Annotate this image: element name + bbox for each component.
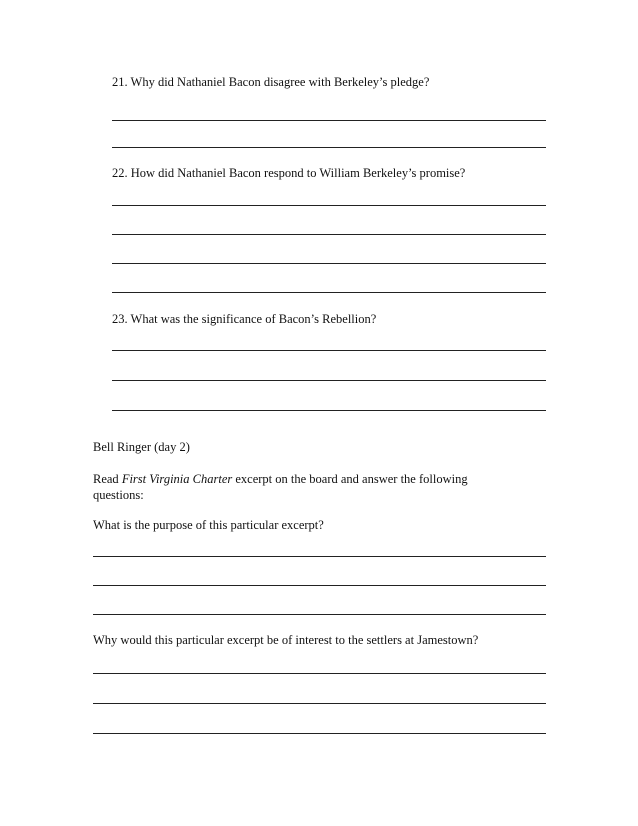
question-text: What was the significance of Bacon’s Rebellion? <box>130 312 377 326</box>
answer-line[interactable] <box>93 614 546 615</box>
question-23 <box>112 311 376 327</box>
answer-line[interactable] <box>112 120 546 121</box>
bell-ringer-question-1: What is the purpose of this particular excerpt? <box>93 518 324 532</box>
bell-ringer-question-2: Why would this particular excerpt be of interest to the settlers at Jamestown? <box>93 633 479 647</box>
answer-line[interactable] <box>93 703 546 704</box>
charter-title: First Virginia Charter <box>121 472 233 486</box>
bell-ringer-instructions <box>93 471 468 487</box>
answer-line[interactable] <box>93 733 546 734</box>
answer-line[interactable] <box>112 205 546 206</box>
question-number: 21. <box>112 75 128 89</box>
answer-line[interactable] <box>112 147 546 148</box>
question-number: 23. <box>112 312 128 326</box>
answer-line[interactable] <box>93 585 546 586</box>
question-22 <box>112 165 465 181</box>
answer-line[interactable] <box>112 292 546 293</box>
question-text: How did Nathaniel Bacon respond to William Berkeley’s promise? <box>130 166 466 180</box>
question-21 <box>112 74 429 90</box>
question-text: Why did Nathaniel Bacon disagree with Berkeley’s pledge? <box>130 75 430 89</box>
answer-line[interactable] <box>112 350 546 351</box>
answer-line[interactable] <box>112 380 546 381</box>
instructions-text: Read <box>93 472 122 486</box>
answer-line[interactable] <box>112 410 546 411</box>
answer-line[interactable] <box>93 673 546 674</box>
bell-ringer-heading: Bell Ringer (day 2) <box>93 440 190 454</box>
instructions-text: excerpt on the board and answer the following <box>232 472 468 486</box>
answer-line[interactable] <box>93 556 546 557</box>
bell-ringer-instructions-line2: questions: <box>93 488 144 502</box>
answer-line[interactable] <box>112 263 546 264</box>
question-number: 22. <box>112 166 128 180</box>
answer-line[interactable] <box>112 234 546 235</box>
